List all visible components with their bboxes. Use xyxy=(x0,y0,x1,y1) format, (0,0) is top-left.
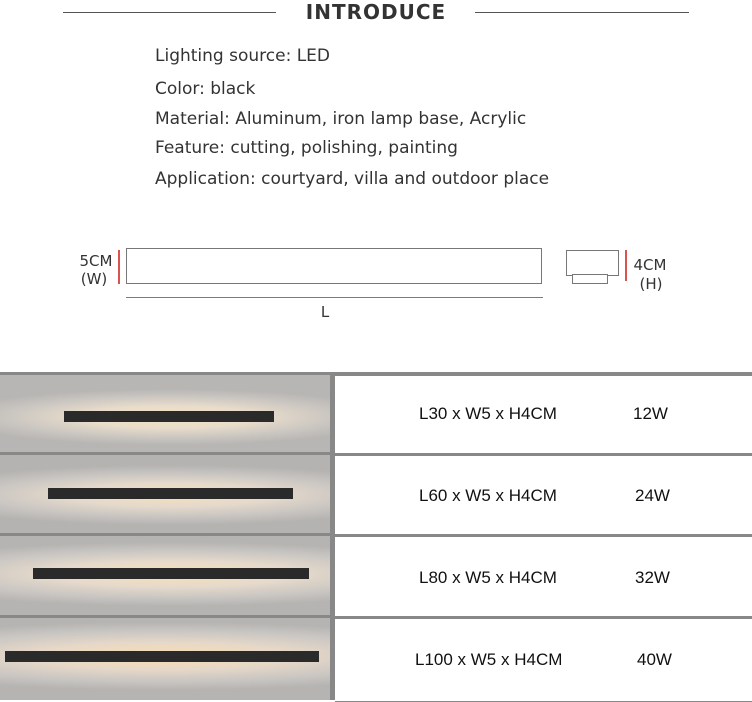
power-label: 12W xyxy=(633,404,668,423)
table-row xyxy=(0,455,752,533)
lamp-bar xyxy=(64,411,274,422)
lamp-bar xyxy=(33,568,309,579)
lamp-photo xyxy=(0,536,330,615)
height-dimension-line xyxy=(625,250,627,281)
lamp-bar xyxy=(48,488,293,499)
section-title: INTRODUCE xyxy=(305,0,447,24)
row-spec-cell xyxy=(335,618,752,702)
lamp-front-view xyxy=(126,248,542,284)
size-label: L100 x W5 x H4CM xyxy=(415,650,563,669)
width-unit-label: (W) xyxy=(80,270,108,288)
size-label: L30 x W5 x H4CM xyxy=(419,404,557,423)
table-row xyxy=(0,536,752,615)
row-spec-cell xyxy=(335,536,752,617)
spec-color: Color: black xyxy=(155,79,256,99)
row-spec-cell xyxy=(335,375,752,454)
size-label: L60 x W5 x H4CM xyxy=(419,486,557,505)
spec-lighting-source: Lighting source: LED xyxy=(155,46,331,66)
lamp-photo xyxy=(0,618,330,700)
length-dimension-line xyxy=(126,297,543,298)
height-unit-label: (H) xyxy=(639,275,663,293)
lamp-bar xyxy=(5,651,319,662)
spec-material: Material: Aluminum, iron lamp base, Acrylic xyxy=(155,109,527,129)
height-value-label: 4CM xyxy=(633,256,667,274)
lamp-photo xyxy=(0,455,330,533)
width-value-label: 5CM xyxy=(79,252,113,270)
product-size-table xyxy=(0,372,752,700)
width-dimension-line xyxy=(118,250,120,284)
lamp-side-view-base xyxy=(572,274,608,284)
spec-feature: Feature: cutting, polishing, painting xyxy=(155,138,458,158)
lamp-side-view-top xyxy=(566,250,619,276)
spec-application: Application: courtyard, villa and outdoor place xyxy=(155,169,550,189)
row-spec-cell xyxy=(335,455,752,535)
table-row xyxy=(0,375,752,452)
lamp-photo xyxy=(0,375,330,452)
power-label: 24W xyxy=(635,486,670,505)
size-label: L80 x W5 x H4CM xyxy=(419,568,557,587)
power-label: 40W xyxy=(637,650,672,669)
length-label: L xyxy=(320,303,330,321)
power-label: 32W xyxy=(635,568,670,587)
table-row xyxy=(0,618,752,700)
